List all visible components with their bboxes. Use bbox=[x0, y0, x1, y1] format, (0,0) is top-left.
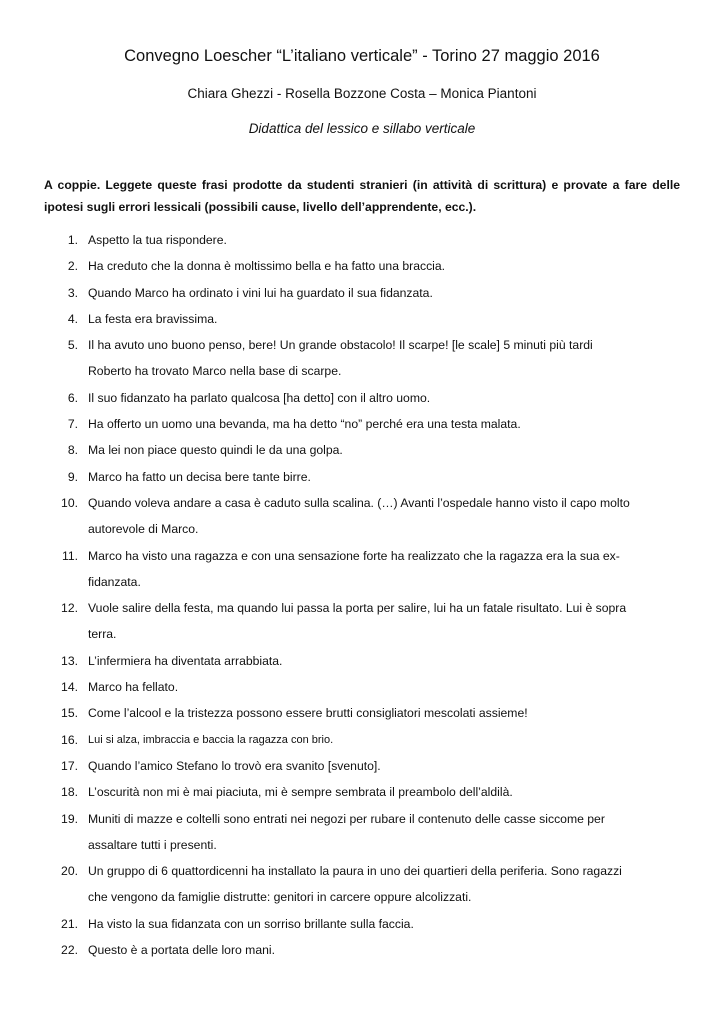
item-text: Ha visto la sua fidanzata con un sorriso brillante sulla faccia. bbox=[88, 916, 414, 931]
item-text: Quando voleva andare a casa è caduto sulla scalina. (…) Avanti l’ospedale hanno visto il capo molto autorevole di Marco. bbox=[88, 495, 630, 537]
item-text: Vuole salire della festa, ma quando lui passa la porta per salire, lui ha un fatale risultato. Lui è sopra terra. bbox=[88, 601, 627, 642]
item-text: Marco ha fatto un decisa bere tante birre. bbox=[88, 469, 311, 484]
item-number: 4. bbox=[67, 311, 78, 326]
list-item bbox=[44, 227, 684, 253]
list-item bbox=[44, 306, 684, 332]
list-item bbox=[44, 806, 684, 859]
item-number: 3. bbox=[67, 285, 78, 300]
document-title: Convegno Loescher “L’italiano verticale” - Torino 27 maggio 2016 bbox=[124, 47, 600, 65]
list-item bbox=[44, 674, 684, 700]
sentence-list bbox=[44, 227, 684, 963]
list-item bbox=[44, 779, 684, 805]
item-number: 16. bbox=[61, 732, 78, 747]
item-text: Il suo fidanzato ha parlato qualcosa [ha detto] con il altro uomo. bbox=[88, 390, 431, 405]
item-text: L’infermiera ha diventata arrabbiata. bbox=[88, 653, 283, 668]
list-item bbox=[44, 937, 684, 963]
item-text: Quando Marco ha ordinato i vini lui ha guardato il sua fidanzata. bbox=[88, 285, 433, 300]
list-item bbox=[44, 595, 684, 648]
item-number: 9. bbox=[67, 469, 78, 484]
list-item bbox=[44, 727, 684, 753]
item-number: 15. bbox=[61, 706, 78, 721]
item-number: 8. bbox=[67, 443, 78, 458]
list-item bbox=[44, 253, 684, 279]
item-text: Il ha avuto uno buono penso, bere! Un grande obstacolo! Il scarpe! [le scale] 5 minuti più tardi Roberto ha trovato Marco nella base di scarpe. bbox=[88, 338, 593, 379]
list-item bbox=[44, 911, 684, 937]
item-text: Aspetto la tua rispondere. bbox=[88, 233, 227, 247]
list-item bbox=[44, 700, 684, 726]
item-number: 10. bbox=[61, 495, 78, 510]
item-text: Quando l’amico Stefano lo trovò era svanito [svenuto]. bbox=[88, 758, 381, 773]
item-number: 7. bbox=[67, 417, 78, 432]
item-number: 13. bbox=[61, 653, 78, 668]
item-number: 12. bbox=[61, 601, 78, 616]
item-text: Marco ha visto una ragazza e con una sensazione forte ha realizzato che la ragazza era la sua ex- fidanzata. bbox=[88, 548, 620, 589]
item-text: Come l’alcool e la tristezza possono essere brutti consigliatori mescolati assieme! bbox=[88, 706, 528, 721]
exercise-instructions: A coppie. Leggete queste frasi prodotte da studenti stranieri (in attività di scrittura) e provate a fare delle ipotesi sugli errori lessicali (possibili cause, livello dell’apprendente, ecc.). bbox=[44, 178, 680, 214]
item-number: 22. bbox=[61, 943, 78, 958]
item-number: 2. bbox=[67, 259, 78, 274]
list-item bbox=[44, 543, 684, 596]
item-text: Ma lei non piace questo quindi le da una golpa. bbox=[88, 443, 343, 458]
list-item bbox=[44, 437, 684, 463]
item-number: 20. bbox=[61, 864, 78, 879]
list-item bbox=[44, 464, 684, 490]
item-text: Un gruppo di 6 quattordicenni ha installato la paura in uno dei quartieri della periferia. Sono ragazzi che vengono da famiglie distrutte: genitori in carcere oppure alcolizzati. bbox=[88, 864, 622, 905]
item-text: Ha creduto che la donna è moltissimo bella e ha fatto una braccia. bbox=[88, 259, 446, 274]
item-text: Questo è a portata delle loro mani. bbox=[88, 943, 275, 958]
item-number: 14. bbox=[61, 680, 78, 695]
item-number: 1. bbox=[67, 233, 78, 247]
item-text: Muniti di mazze e coltelli sono entrati nei negozi per rubare il contenuto delle casse siccome per assaltare tutti i presenti. bbox=[88, 811, 605, 852]
item-text: L’oscurità non mi è mai piaciuta, mi è sempre sembrata il preambolo dell’aldilà. bbox=[88, 785, 513, 800]
item-text: Lui si alza, imbraccia e baccia la ragazza con brio. bbox=[88, 733, 334, 746]
item-text: Marco ha fellato. bbox=[88, 680, 179, 695]
list-item bbox=[44, 385, 684, 411]
document-authors: Chiara Ghezzi - Rosella Bozzone Costa – Monica Piantoni bbox=[187, 86, 537, 101]
item-number: 11. bbox=[61, 548, 78, 563]
item-number: 6. bbox=[67, 390, 78, 405]
list-item bbox=[44, 648, 684, 674]
item-number: 5. bbox=[67, 338, 78, 353]
item-text: La festa era bravissima. bbox=[88, 311, 218, 326]
list-item bbox=[44, 280, 684, 306]
list-item bbox=[44, 753, 684, 779]
list-item bbox=[44, 411, 684, 437]
item-number: 17. bbox=[61, 758, 78, 773]
item-number: 18. bbox=[61, 785, 78, 800]
item-number: 21. bbox=[61, 916, 78, 931]
item-text: Ha offerto un uomo una bevanda, ma ha detto “no” perché era una testa malata. bbox=[88, 417, 521, 432]
list-item bbox=[44, 490, 684, 543]
document-subtitle: Didattica del lessico e sillabo verticale bbox=[248, 121, 476, 136]
list-item bbox=[44, 858, 684, 911]
item-number: 19. bbox=[61, 811, 78, 826]
list-item bbox=[44, 332, 684, 385]
